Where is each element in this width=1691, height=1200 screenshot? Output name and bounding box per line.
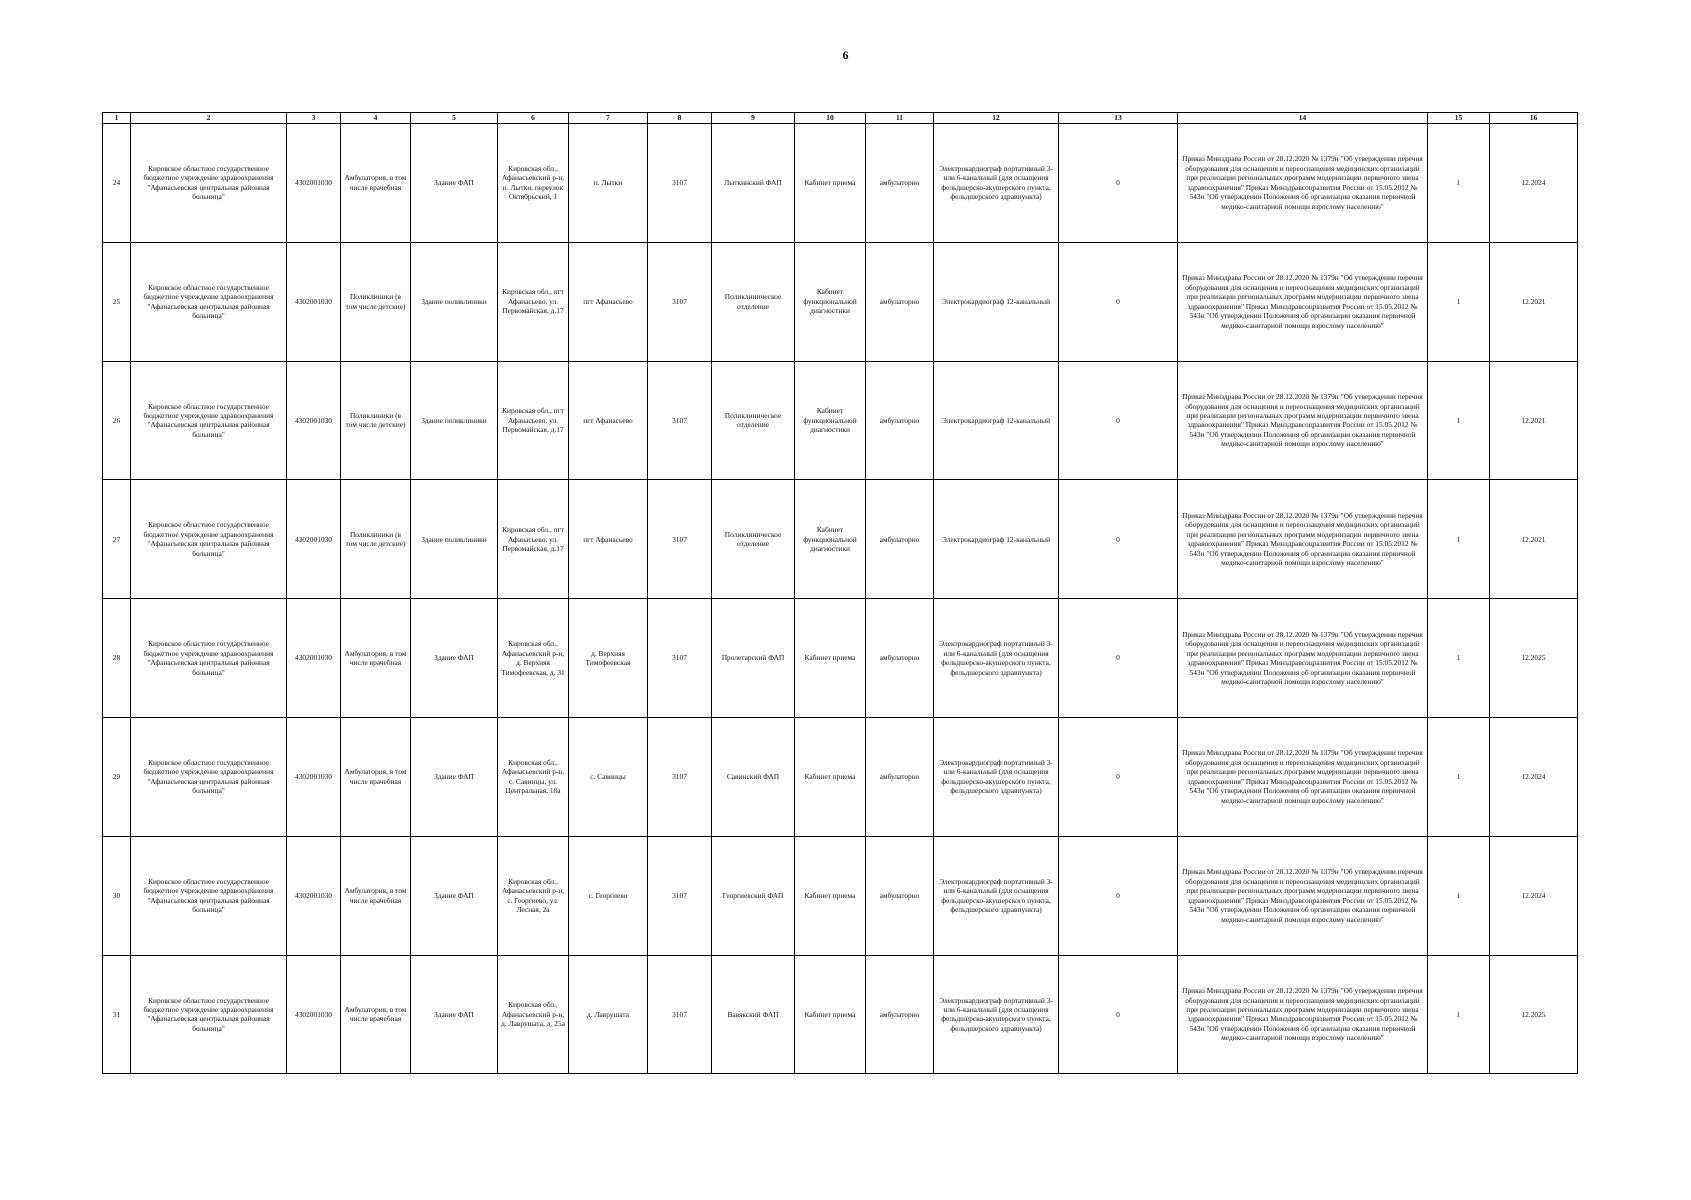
unit-type-cell: Поликлиники (в том числе детские) (341, 242, 411, 361)
care-type-cell: амбулаторно (866, 836, 934, 955)
due-date-cell: 12.2021 (1490, 361, 1578, 480)
due-date-cell: 12.2024 (1490, 124, 1578, 243)
room-cell: Кабинет функциональной диагностики (795, 480, 866, 599)
org-code-cell: 4302001030 (287, 955, 341, 1074)
unit-type-cell: Амбулатория, в том числе врачебная (341, 955, 411, 1074)
organization-cell: Кировское областное государственное бюджетное учреждение здравоохранения "Афанасьевская центральная районная больница" (131, 955, 287, 1074)
territory-code-cell: 3107 (648, 836, 712, 955)
subdivision-cell: Поликлиническое отделение (712, 361, 795, 480)
address-cell: Кировская обл., пгт Афанасьево, ул. Первомайская, д.17 (498, 361, 569, 480)
equipment-cell: Электрокардиограф портативный 3- или 6-канальный (для оснащения фельдшерско-акушерского пункта, фельдшерского здравпункта) (934, 836, 1059, 955)
column-number: 3 (287, 113, 341, 124)
unit-type-cell: Амбулатория, в том числе врачебная (341, 599, 411, 718)
building-cell: Здание поликлиники (411, 242, 498, 361)
due-date-cell: 12.2021 (1490, 242, 1578, 361)
settlement-cell: пгт Афанасьево (569, 480, 648, 599)
org-code-cell: 4302001030 (287, 480, 341, 599)
equipment-cell: Электрокардиограф портативный 3- или 6-канальный (для оснащения фельдшерско-акушерского пункта, фельдшерского здравпункта) (934, 124, 1059, 243)
due-date-cell: 12.2025 (1490, 955, 1578, 1074)
row-number-cell: 27 (103, 480, 131, 599)
organization-cell: Кировское областное государственное бюджетное учреждение здравоохранения "Афанасьевская центральная районная больница" (131, 242, 287, 361)
address-cell: Кировская обл., Афанасьевский р-н, п. Лытки, переулок Октябрьский, 1 (498, 124, 569, 243)
equipment-cell: Электрокардиограф 12-канальный (934, 361, 1059, 480)
building-cell: Здание ФАП (411, 836, 498, 955)
room-cell: Кабинет приема (795, 599, 866, 718)
row-number-cell: 31 (103, 955, 131, 1074)
settlement-cell: с. Георгиево (569, 836, 648, 955)
room-cell: Кабинет функциональной диагностики (795, 242, 866, 361)
equipment-cell: Электрокардиограф 12-канальный (934, 242, 1059, 361)
required-qty-cell: 1 (1428, 242, 1490, 361)
available-qty-cell: 0 (1059, 361, 1178, 480)
building-cell: Здание ФАП (411, 124, 498, 243)
row-number-cell: 29 (103, 717, 131, 836)
subdivision-cell: Поликлиническое отделение (712, 242, 795, 361)
available-qty-cell: 0 (1059, 836, 1178, 955)
territory-code-cell: 3107 (648, 124, 712, 243)
due-date-cell: 12.2021 (1490, 480, 1578, 599)
available-qty-cell: 0 (1059, 480, 1178, 599)
due-date-cell: 12.2024 (1490, 836, 1578, 955)
settlement-cell: п. Лытки (569, 124, 648, 243)
table-row (103, 242, 1578, 361)
column-number: 14 (1178, 113, 1428, 124)
org-code-cell: 4302001030 (287, 242, 341, 361)
settlement-cell: с. Савинцы (569, 717, 648, 836)
legal-basis-cell: Приказ Минздрава России от 28.12.2020 № 1379н "Об утверждении перечня оборудования для оснащения и переоснащения медицинских организаций при реализации региональных программ модернизации первичного звена здравоохранения" Приказ Минздравсоцразвития России от 15.05.2012 № 543н "Об утверждении Положения об организации оказания первичной медико-санитарной помощи взрослому населению" (1178, 955, 1428, 1074)
unit-type-cell: Амбулатория, в том числе врачебная (341, 717, 411, 836)
legal-basis-cell: Приказ Минздрава России от 28.12.2020 № 1379н "Об утверждении перечня оборудования для оснащения и переоснащения медицинских организаций при реализации региональных программ модернизации первичного звена здравоохранения" Приказ Минздравсоцразвития России от 15.05.2012 № 543н "Об утверждении Положения об организации оказания первичной медико-санитарной помощи взрослому населению" (1178, 124, 1428, 243)
row-number-cell: 24 (103, 124, 131, 243)
building-cell: Здание ФАП (411, 599, 498, 718)
care-type-cell: амбулаторно (866, 955, 934, 1074)
legal-basis-cell: Приказ Минздрава России от 28.12.2020 № 1379н "Об утверждении перечня оборудования для оснащения и переоснащения медицинских организаций при реализации региональных программ модернизации первичного звена здравоохранения" Приказ Минздравсоцразвития России от 15.05.2012 № 543н "Об утверждении Положения об организации оказания первичной медико-санитарной помощи взрослому населению" (1178, 717, 1428, 836)
address-cell: Кировская обл., Афанасьевский р-н, с. Георгиево, ул. Лесная, 2а (498, 836, 569, 955)
available-qty-cell: 0 (1059, 124, 1178, 243)
care-type-cell: амбулаторно (866, 480, 934, 599)
table-row (103, 480, 1578, 599)
available-qty-cell: 0 (1059, 717, 1178, 836)
table-row (103, 836, 1578, 955)
address-cell: Кировская обл., Афанасьевский р-н, с. Савинцы, ул. Центральная, 18а (498, 717, 569, 836)
equipment-cell: Электрокардиограф портативный 3- или 6-канальный (для оснащения фельдшерско-акушерского пункта, фельдшерского здравпункта) (934, 955, 1059, 1074)
settlement-cell: пгт Афанасьево (569, 361, 648, 480)
subdivision-cell: Савинский ФАП (712, 717, 795, 836)
subdivision-cell: Лыткинский ФАП (712, 124, 795, 243)
column-number: 1 (103, 113, 131, 124)
address-cell: Кировская обл., Афанасьевский р-н, д. Верхняя Тимофеевская, д. 31 (498, 599, 569, 718)
legal-basis-cell: Приказ Минздрава России от 28.12.2020 № 1379н "Об утверждении перечня оборудования для оснащения и переоснащения медицинских организаций при реализации региональных программ модернизации первичного звена здравоохранения" Приказ Минздравсоцразвития России от 15.05.2012 № 543н "Об утверждении Положения об организации оказания первичной медико-санитарной помощи взрослому населению" (1178, 361, 1428, 480)
equipment-cell: Электрокардиограф портативный 3- или 6-канальный (для оснащения фельдшерско-акушерского пункта, фельдшерского здравпункта) (934, 717, 1059, 836)
organization-cell: Кировское областное государственное бюджетное учреждение здравоохранения "Афанасьевская центральная районная больница" (131, 599, 287, 718)
territory-code-cell: 3107 (648, 361, 712, 480)
page-number: 6 (842, 48, 849, 62)
unit-type-cell: Амбулатория, в том числе врачебная (341, 836, 411, 955)
available-qty-cell: 0 (1059, 955, 1178, 1074)
legal-basis-cell: Приказ Минздрава России от 28.12.2020 № 1379н "Об утверждении перечня оборудования для оснащения и переоснащения медицинских организаций при реализации региональных программ модернизации первичного звена здравоохранения" Приказ Минздравсоцразвития России от 15.05.2012 № 543н "Об утверждении Положения об организации оказания первичной медико-санитарной помощи взрослому населению" (1178, 480, 1428, 599)
settlement-cell: д. Верхняя Тимофеевская (569, 599, 648, 718)
unit-type-cell: Амбулатория, в том числе врачебная (341, 124, 411, 243)
territory-code-cell: 3107 (648, 955, 712, 1074)
room-cell: Кабинет приема (795, 955, 866, 1074)
column-number: 8 (648, 113, 712, 124)
column-number: 7 (569, 113, 648, 124)
organization-cell: Кировское областное государственное бюджетное учреждение здравоохранения "Афанасьевская центральная районная больница" (131, 124, 287, 243)
required-qty-cell: 1 (1428, 124, 1490, 243)
organization-cell: Кировское областное государственное бюджетное учреждение здравоохранения "Афанасьевская центральная районная больница" (131, 836, 287, 955)
column-number: 6 (498, 113, 569, 124)
address-cell: Кировская обл., Афанасьевский р-н, д. Лаврушата, д. 25а (498, 955, 569, 1074)
required-qty-cell: 1 (1428, 836, 1490, 955)
care-type-cell: амбулаторно (866, 717, 934, 836)
row-number-cell: 26 (103, 361, 131, 480)
required-qty-cell: 1 (1428, 480, 1490, 599)
column-number: 15 (1428, 113, 1490, 124)
care-type-cell: амбулаторно (866, 599, 934, 718)
table-body (103, 124, 1578, 1074)
building-cell: Здание ФАП (411, 955, 498, 1074)
table-row (103, 599, 1578, 718)
available-qty-cell: 0 (1059, 599, 1178, 718)
column-number-row (103, 113, 1578, 124)
settlement-cell: д. Лаврушата (569, 955, 648, 1074)
care-type-cell: амбулаторно (866, 361, 934, 480)
building-cell: Здание поликлиники (411, 361, 498, 480)
table-row (103, 955, 1578, 1074)
column-number: 12 (934, 113, 1059, 124)
column-number: 9 (712, 113, 795, 124)
territory-code-cell: 3107 (648, 242, 712, 361)
required-qty-cell: 1 (1428, 361, 1490, 480)
equipment-cell: Электрокардиограф 12-канальный (934, 480, 1059, 599)
subdivision-cell: Вавякский ФАП (712, 955, 795, 1074)
due-date-cell: 12.2025 (1490, 599, 1578, 718)
due-date-cell: 12.2024 (1490, 717, 1578, 836)
address-cell: Кировская обл., пгт Афанасьево, ул. Первомайская, д.17 (498, 242, 569, 361)
row-number-cell: 30 (103, 836, 131, 955)
territory-code-cell: 3107 (648, 480, 712, 599)
org-code-cell: 4302001030 (287, 599, 341, 718)
required-qty-cell: 1 (1428, 955, 1490, 1074)
column-number: 10 (795, 113, 866, 124)
available-qty-cell: 0 (1059, 242, 1178, 361)
organization-cell: Кировское областное государственное бюджетное учреждение здравоохранения "Афанасьевская центральная районная больница" (131, 717, 287, 836)
care-type-cell: амбулаторно (866, 124, 934, 243)
org-code-cell: 4302001030 (287, 361, 341, 480)
room-cell: Кабинет функциональной диагностики (795, 361, 866, 480)
required-qty-cell: 1 (1428, 717, 1490, 836)
care-type-cell: амбулаторно (866, 242, 934, 361)
column-number: 2 (131, 113, 287, 124)
org-code-cell: 4302001030 (287, 124, 341, 243)
subdivision-cell: Пролетарский ФАП (712, 599, 795, 718)
building-cell: Здание поликлиники (411, 480, 498, 599)
room-cell: Кабинет приема (795, 836, 866, 955)
building-cell: Здание ФАП (411, 717, 498, 836)
equipment-table (102, 112, 1578, 1074)
table-row (103, 124, 1578, 243)
territory-code-cell: 3107 (648, 599, 712, 718)
column-number: 13 (1059, 113, 1178, 124)
table-row (103, 717, 1578, 836)
column-number: 11 (866, 113, 934, 124)
column-number: 5 (411, 113, 498, 124)
table-header (103, 113, 1578, 124)
territory-code-cell: 3107 (648, 717, 712, 836)
legal-basis-cell: Приказ Минздрава России от 28.12.2020 № 1379н "Об утверждении перечня оборудования для оснащения и переоснащения медицинских организаций при реализации региональных программ модернизации первичного звена здравоохранения" Приказ Минздравсоцразвития России от 15.05.2012 № 543н "Об утверждении Положения об организации оказания первичной медико-санитарной помощи взрослому населению" (1178, 836, 1428, 955)
unit-type-cell: Поликлиники (в том числе детские) (341, 361, 411, 480)
room-cell: Кабинет приема (795, 717, 866, 836)
organization-cell: Кировское областное государственное бюджетное учреждение здравоохранения "Афанасьевская центральная районная больница" (131, 361, 287, 480)
column-number: 4 (341, 113, 411, 124)
settlement-cell: пгт Афанасьево (569, 242, 648, 361)
subdivision-cell: Георгиевский ФАП (712, 836, 795, 955)
row-number-cell: 28 (103, 599, 131, 718)
table-row (103, 361, 1578, 480)
legal-basis-cell: Приказ Минздрава России от 28.12.2020 № 1379н "Об утверждении перечня оборудования для оснащения и переоснащения медицинских организаций при реализации региональных программ модернизации первичного звена здравоохранения" Приказ Минздравсоцразвития России от 15.05.2012 № 543н "Об утверждении Положения об организации оказания первичной медико-санитарной помощи взрослому населению" (1178, 242, 1428, 361)
organization-cell: Кировское областное государственное бюджетное учреждение здравоохранения "Афанасьевская центральная районная больница" (131, 480, 287, 599)
room-cell: Кабинет приема (795, 124, 866, 243)
row-number-cell: 25 (103, 242, 131, 361)
org-code-cell: 4302001030 (287, 836, 341, 955)
org-code-cell: 4302001030 (287, 717, 341, 836)
equipment-cell: Электрокардиограф портативный 3- или 6-канальный (для оснащения фельдшерско-акушерского пункта, фельдшерского здравпункта) (934, 599, 1059, 718)
column-number: 16 (1490, 113, 1578, 124)
address-cell: Кировская обл., пгт Афанасьево, ул. Первомайская, д.17 (498, 480, 569, 599)
subdivision-cell: Поликлиническое отделение (712, 480, 795, 599)
legal-basis-cell: Приказ Минздрава России от 28.12.2020 № 1379н "Об утверждении перечня оборудования для оснащения и переоснащения медицинских организаций при реализации региональных программ модернизации первичного звена здравоохранения" Приказ Минздравсоцразвития России от 15.05.2012 № 543н "Об утверждении Положения об организации оказания первичной медико-санитарной помощи взрослому населению" (1178, 599, 1428, 718)
unit-type-cell: Поликлиники (в том числе детские) (341, 480, 411, 599)
required-qty-cell: 1 (1428, 599, 1490, 718)
